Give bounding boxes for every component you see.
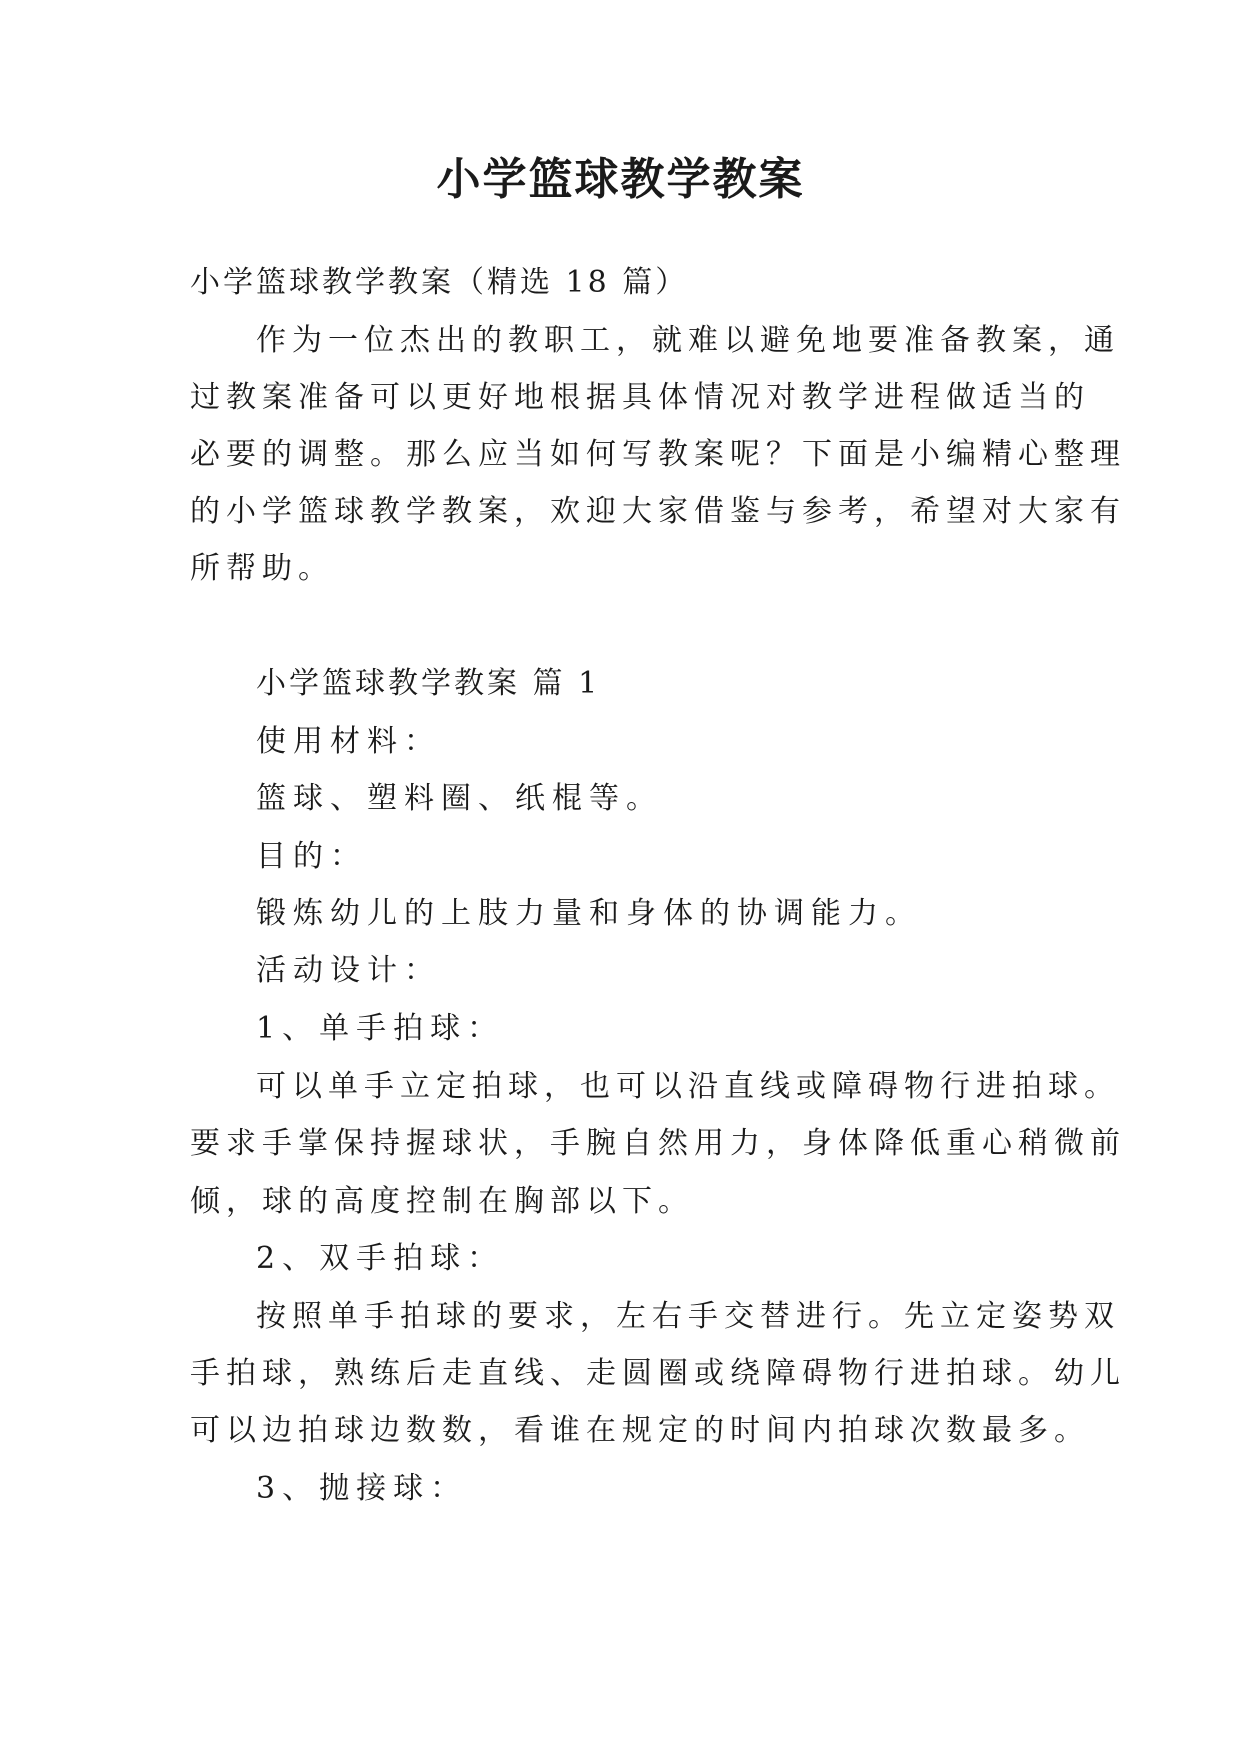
item1-line: 倾，球的高度控制在胸部以下。 xyxy=(190,1184,694,1219)
intro-line: 必要的调整。那么应当如何写教案呢？下面是小编精心整理 xyxy=(190,437,1126,472)
materials-label: 使用材料： xyxy=(256,724,441,759)
intro-line: 的小学篮球教学教案，欢迎大家借鉴与参考，希望对大家有 xyxy=(190,494,1126,529)
item1-line: 要求手掌保持握球状，手腕自然用力，身体降低重心稍微前 xyxy=(190,1126,1126,1161)
item2-label: 2、双手拍球： xyxy=(256,1241,505,1276)
item1-line: 可以单手立定拍球，也可以沿直线或障碍物行进拍球。 xyxy=(256,1069,1120,1104)
item2-line: 可以边拍球边数数，看谁在规定的时间内拍球次数最多。 xyxy=(190,1413,1090,1448)
item3-label: 3、抛接球： xyxy=(256,1471,468,1506)
document-subtitle: 小学篮球教学教案（精选 18 篇） xyxy=(190,265,689,300)
intro-line: 过教案准备可以更好地根据具体情况对教学进程做适当的 xyxy=(190,380,1090,415)
goal-label: 目的： xyxy=(256,839,367,874)
intro-line: 所帮助。 xyxy=(190,551,334,586)
goal-text: 锻炼幼儿的上肢力量和身体的协调能力。 xyxy=(256,896,922,931)
item1-label: 1、单手拍球： xyxy=(256,1011,505,1046)
section-heading: 小学篮球教学教案 篇 1 xyxy=(256,666,601,701)
materials-text: 篮球、塑料圈、纸棍等。 xyxy=(256,781,663,816)
design-label: 活动设计： xyxy=(256,953,441,988)
page-title: 小学篮球教学教案 xyxy=(436,154,805,205)
item2-line: 按照单手拍球的要求，左右手交替进行。先立定姿势双 xyxy=(256,1299,1120,1334)
item2-line: 手拍球，熟练后走直线、走圆圈或绕障碍物行进拍球。幼儿 xyxy=(190,1356,1126,1391)
intro-line: 作为一位杰出的教职工，就难以避免地要准备教案，通 xyxy=(256,323,1120,358)
